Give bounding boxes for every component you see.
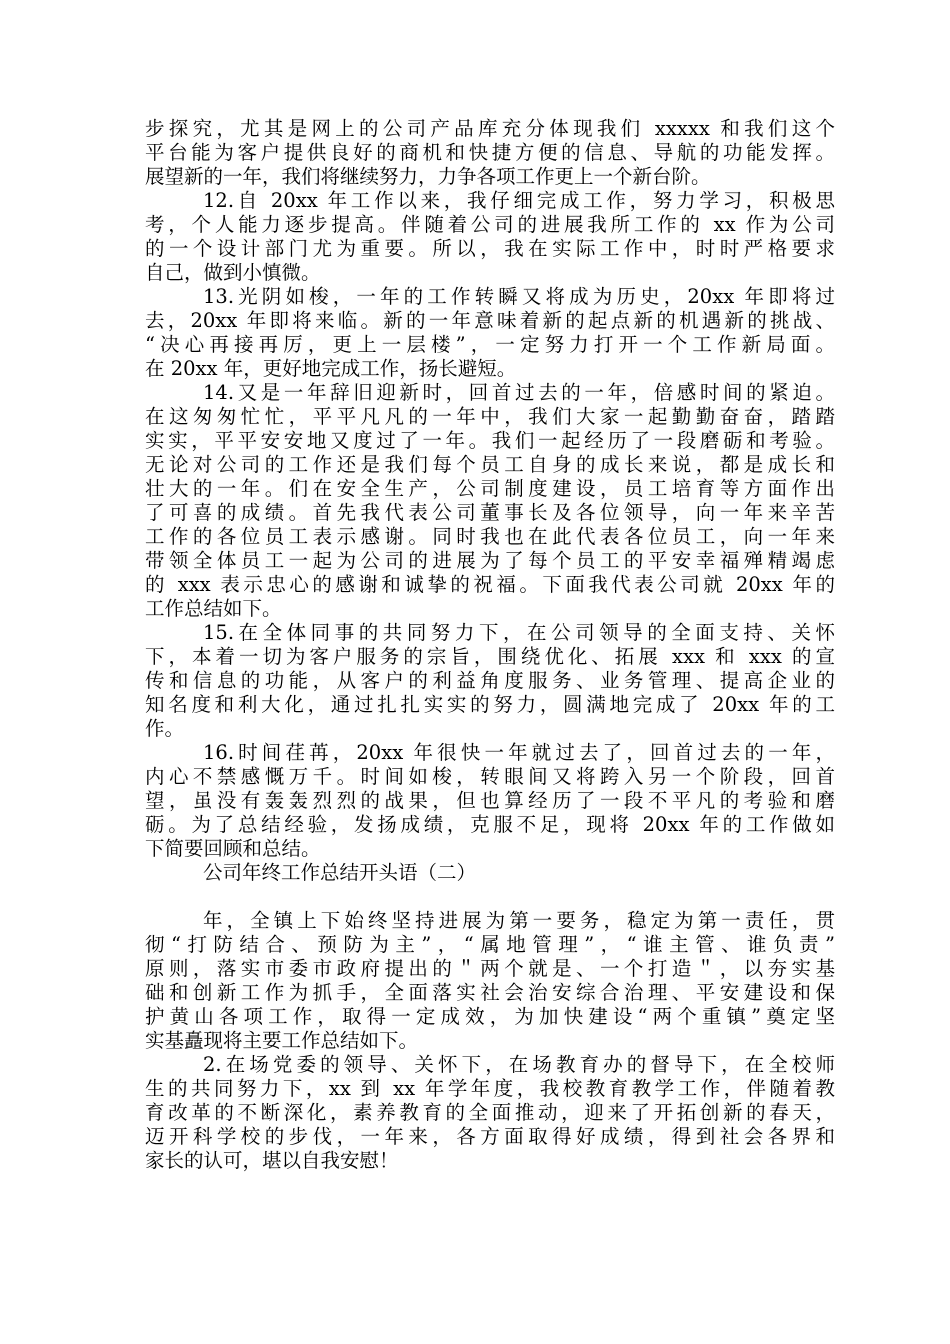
text-line: 在 20xx 年，更好地完成工作，扬长避短。 [145, 357, 517, 380]
text-line: 自己，做到小慎微。 [145, 261, 321, 284]
text-line: 生的共同努力下，xx 到 xx 年学年度，我校教育教学工作，伴随着教 [145, 1077, 835, 1100]
text-line: “决心再接再厉，更上一层楼”，一定努力打开一个工作新局面。 [145, 333, 835, 356]
text-line: 知名度和利大化，通过扎扎实实的努力，圆满地完成了 20xx 年的工 [145, 693, 835, 716]
text-line: 下，本着一切为客户服务的宗旨，围绕优化、拓展 xxx 和 xxx 的宣 [145, 645, 835, 668]
text-line: 考，个人能力逐步提高。伴随着公司的进展我所工作的 xx 作为公司 [145, 213, 835, 236]
text-line: 实基矗现将主要工作总结如下。 [145, 1029, 419, 1052]
text-line: 年，全镇上下始终坚持进展为第一要务，稳定为第一责任，贯 [203, 909, 835, 932]
text-line: 家长的认可，堪以自我安慰！ [145, 1149, 399, 1172]
text-line: 带领全体员工一起为公司的进展为了每个员工的平安幸福殚精竭虑 [145, 549, 835, 572]
text-line: 壮大的一年。们在安全生产，公司制度建设，员工培育等方面作出 [145, 477, 835, 500]
text-line: 展望新的一年，我们将继续努力，力争各项工作更上一个新台阶。 [145, 165, 711, 188]
text-line: 步探究，尤其是网上的公司产品库充分体现我们 xxxxx 和我们这个 [145, 117, 835, 140]
text-line: 无论对公司的工作还是我们每个员工自身的成长来说，都是成长和 [145, 453, 835, 476]
text-line: 原则，落实市委市政府提出的＂两个就是、一个打造＂，以夯实基 [145, 957, 835, 980]
text-line: 下简要回顾和总结。 [145, 837, 321, 860]
text-line: 在这匆匆忙忙，平平凡凡的一年中，我们大家一起勤勤奋奋，踏踏 [145, 405, 835, 428]
text-line: 12.自 20xx 年工作以来，我仔细完成工作，努力学习，积极思 [203, 189, 835, 212]
text-line: 的 xxx 表示忠心的感谢和诚挚的祝福。下面我代表公司就 20xx 年的 [145, 573, 835, 596]
text-line: 公司年终工作总结开头语（二） [203, 861, 477, 884]
text-line: 内心不禁感慨万千。时间如梭，转眼间又将跨入另一个阶段，回首 [145, 765, 835, 788]
text-line: 工作总结如下。 [145, 597, 282, 620]
text-line: 传和信息的功能，从客户的利益角度服务、业务管理、提高企业的 [145, 669, 835, 692]
text-line: 护黄山各项工作，取得一定成效，为加快建设“两个重镇”奠定坚 [145, 1005, 835, 1028]
text-line: 了可喜的成绩。首先我代表公司董事长及各位领导，向一年来辛苦 [145, 501, 835, 524]
text-line: 实实，平平安安地又度过了一年。我们一起经历了一段磨砺和考验。 [145, 429, 835, 452]
text-line: 2.在场党委的领导、关怀下，在场教育办的督导下，在全校师 [203, 1053, 835, 1076]
document-body [145, 117, 835, 1173]
text-line: 的一个设计部门尤为重要。所以，我在实际工作中，时时严格要求 [145, 237, 835, 260]
text-line: 13.光阴如梭，一年的工作转瞬又将成为历史，20xx 年即将过 [203, 285, 835, 308]
text-line: 育改革的不断深化，素养教育的全面推动，迎来了开拓创新的春天， [145, 1101, 835, 1124]
text-line: 望，虽没有轰轰烈烈的战果，但也算经历了一段不平凡的考验和磨 [145, 789, 835, 812]
text-line: 工作的各位员工表示感谢。同时我也在此代表各位员工，向一年来 [145, 525, 835, 548]
text-line: 础和创新工作为抓手，全面落实社会治安综合治理、平安建设和保 [145, 981, 835, 1004]
text-line: 去，20xx 年即将来临。新的一年意味着新的起点新的机遇新的挑战、 [145, 309, 835, 332]
text-line: 15.在全体同事的共同努力下，在公司领导的全面支持、关怀 [203, 621, 835, 644]
text-line: 14.又是一年辞旧迎新时，回首过去的一年，倍感时间的紧迫。 [203, 381, 835, 404]
text-line: 彻“打防结合、预防为主”，“属地管理”，“谁主管、谁负责” [145, 933, 835, 956]
text-line: 16.时间荏苒，20xx 年很快一年就过去了，回首过去的一年， [203, 741, 835, 764]
text-line: 迈开科学校的步伐，一年来，各方面取得好成绩，得到社会各界和 [145, 1125, 835, 1148]
text-line: 砺。为了总结经验，发扬成绩，克服不足，现将 20xx 年的工作做如 [145, 813, 835, 836]
text-line: 作。 [145, 717, 185, 740]
blank-line [145, 885, 835, 909]
text-line: 平台能为客户提供良好的商机和快捷方便的信息、导航的功能发挥。 [145, 141, 835, 164]
